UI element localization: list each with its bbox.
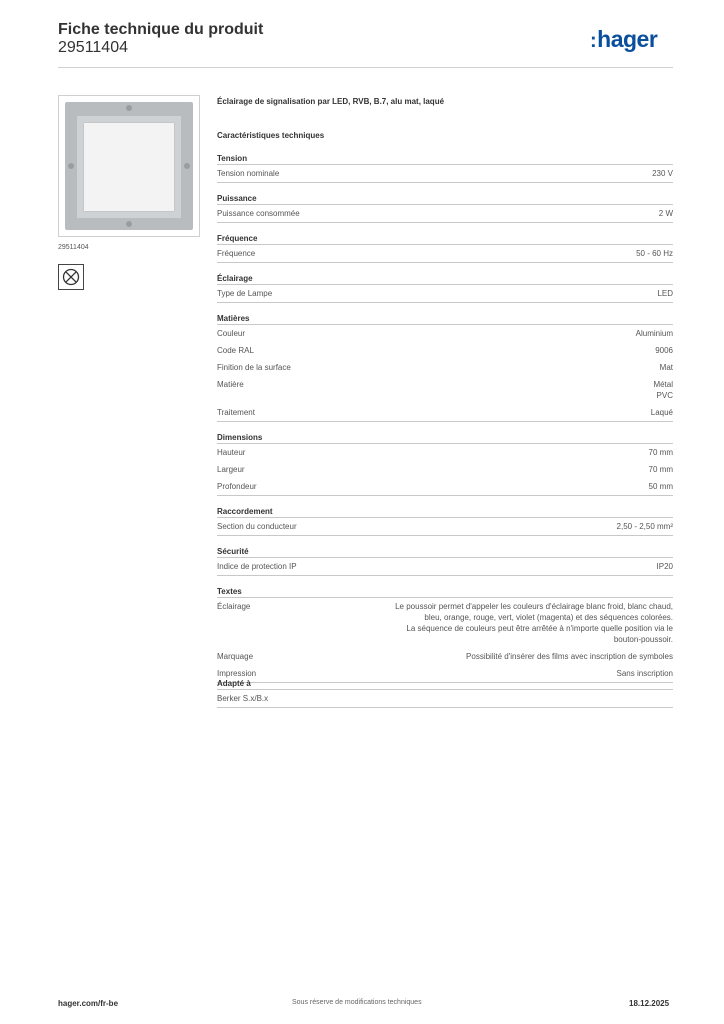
spec-row [217,359,673,376]
section-title: Éclairage [217,273,673,285]
product-number: 29511404 [58,39,128,56]
section-title: Puissance [217,193,673,205]
section-title: Matières [217,313,673,325]
section-title: Sécurité [217,546,673,558]
footer-disclaimer: Sous réserve de modifications techniques [292,999,422,1006]
hager-logo [590,26,657,53]
logo-text: hager [597,26,658,52]
logo-dots-icon: : [590,30,597,52]
spec-key: Tension nominale [217,169,280,178]
compat-row [217,690,673,708]
spec-key: Largeur [217,465,245,474]
spec-row [217,518,673,536]
spec-value: 9006 [655,346,673,355]
spec-section [217,193,673,223]
spec-key: Couleur [217,329,246,338]
product-title: Éclairage de signalisation par LED, RVB, B.7, alu mat, laqué [217,97,445,106]
spec-value: Sans inscription [616,669,673,678]
spec-row [217,648,673,665]
spec-row [217,461,673,478]
spec-row [217,325,673,342]
spec-section [217,233,673,263]
footer-date: 18.12.2025 [629,999,670,1008]
spec-key: Finition de la surface [217,363,291,372]
spec-key: Hauteur [217,448,246,457]
spec-value: Mat [659,363,673,372]
spec-value: Possibilité d'insérer des films avec inscription de symboles [466,652,673,661]
section-title: Fréquence [217,233,673,245]
spec-value: Laqué [650,408,673,417]
led-insert [84,123,174,211]
header-divider [58,67,673,68]
screw-icon [68,163,74,169]
spec-section [217,546,673,576]
spec-row [217,478,673,496]
spec-row [217,558,673,576]
spec-value: 70 mm [648,448,673,457]
spec-row [217,342,673,359]
tech-heading: Caractéristiques techniques [217,131,325,140]
spec-key: Traitement [217,408,255,417]
spec-row [217,165,673,183]
spec-value: IP20 [656,562,673,571]
spec-row [217,598,673,648]
spec-value: 230 V [652,169,673,178]
section-title: Dimensions [217,432,673,444]
section-title: Tension [217,153,673,165]
compat-title: Adapté à [217,678,673,690]
spec-value: 70 mm [648,465,673,474]
product-image [58,95,200,237]
spec-key: Puissance consommée [217,209,300,218]
compat-value: Berker S.x/B.x [217,694,269,703]
spec-key: Fréquence [217,249,256,258]
spec-key: Indice de protection IP [217,562,297,571]
spec-row [217,376,673,404]
spec-value: Le poussoir permet d'appeler les couleurs d'éclairage blanc froid, blanc chaud, bleu, orange, rouge, vert, violet (magenta) et des séquences colorées. La séquence de couleurs peut être arrêtée à n'importe quelle position via le bouton-poussoir. [395,602,673,644]
spec-value: 2 W [658,209,673,218]
spec-section [217,273,673,303]
spec-key: Section du conducteur [217,522,297,531]
spec-key: Code RAL [217,346,254,355]
spec-row [217,444,673,461]
spec-value: 2,50 - 2,50 mm² [616,522,673,531]
compatibility-section [217,678,673,708]
spec-section [217,432,673,496]
spec-value: 50 mm [648,482,673,491]
spec-value: LED [657,289,673,298]
spec-section [217,313,673,422]
spec-section [217,586,673,683]
screw-icon [126,221,132,227]
spec-key: Type de Lampe [217,289,273,298]
spec-key: Profondeur [217,482,257,491]
spec-row [217,245,673,263]
cover-frame [65,102,193,230]
spec-key: Marquage [217,652,254,661]
spec-value: 50 - 60 Hz [636,249,673,258]
spec-value: Aluminium [635,329,673,338]
section-title: Textes [217,586,673,598]
spec-value: Métal PVC [653,380,673,400]
screw-icon [126,105,132,111]
section-title: Raccordement [217,506,673,518]
spec-key: Matière [217,380,244,389]
spec-row [217,285,673,303]
image-caption: 29511404 [58,244,89,251]
screw-icon [184,163,190,169]
footer-website: hager.com/fr-be [58,999,119,1008]
lamp-icon [62,268,80,286]
spec-key: Éclairage [217,602,251,611]
spec-row [217,205,673,223]
spec-row [217,404,673,422]
lamp-symbol [58,264,84,290]
spec-section [217,506,673,536]
spec-key: Impression [217,669,257,678]
spec-section [217,153,673,183]
spec-table [217,153,673,693]
page-title: Fiche technique du produit [58,21,264,38]
